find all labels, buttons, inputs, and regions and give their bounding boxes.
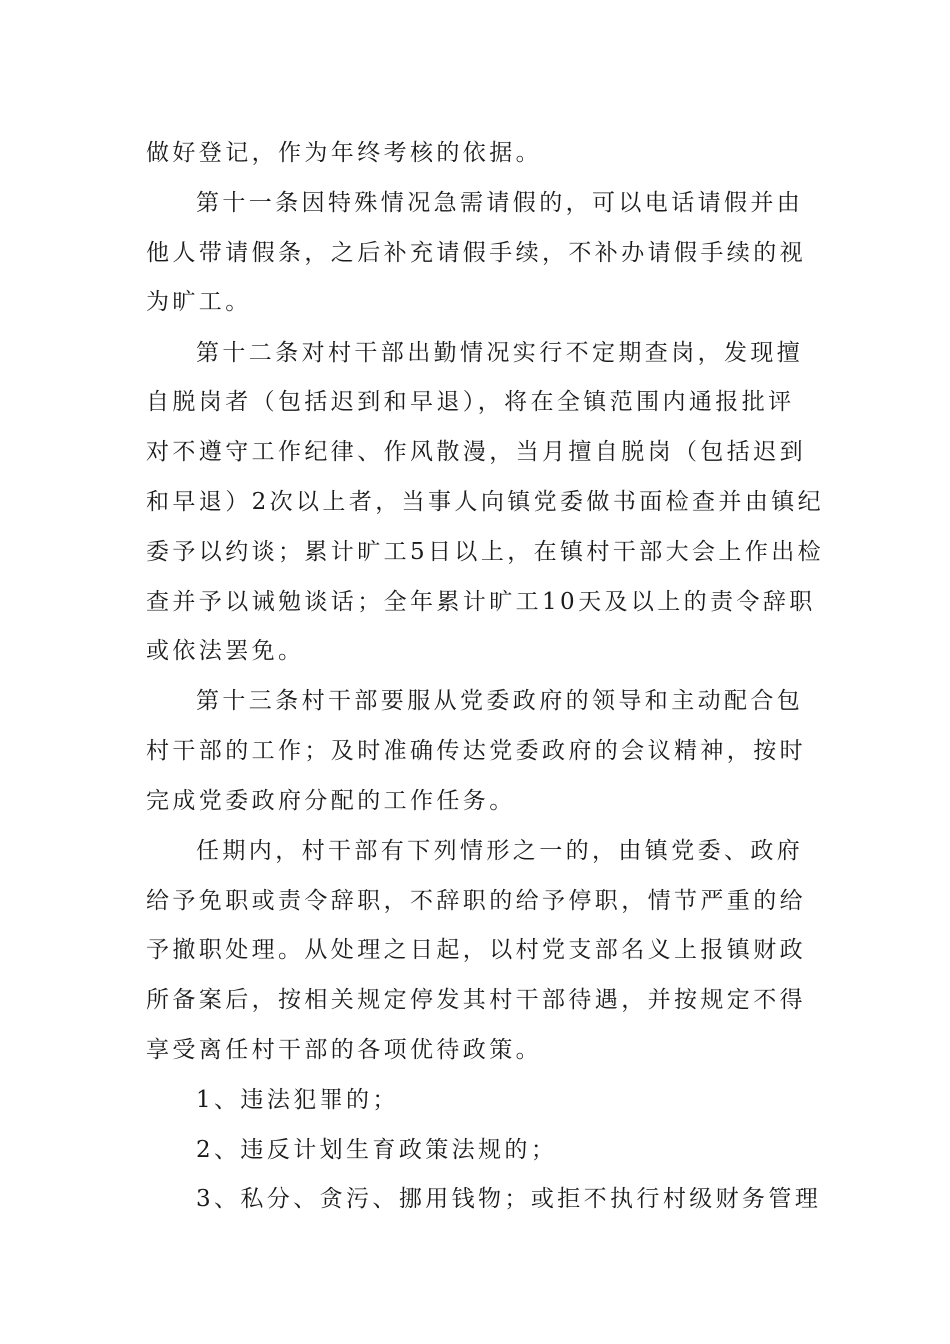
text-line: 给予免职或责令辞职，不辞职的给予停职，情节严重的给: [146, 888, 806, 914]
text-line: 或依法罢免。: [146, 638, 305, 664]
text-line: 和早退）2次以上者，当事人向镇党委做书面检查并由镇纪: [146, 489, 825, 515]
list-item: 3、私分、贪污、挪用钱物；或拒不执行村级财务管理: [196, 1186, 822, 1212]
text-line: 做好登记，作为年终考核的依据。: [146, 140, 542, 166]
text-line: 村干部的工作；及时准确传达党委政府的会议精神，按时: [146, 738, 806, 764]
list-item: 2、违反计划生育政策法规的；: [196, 1137, 558, 1163]
text-line: 第十二条对村干部出勤情况实行不定期查岗，发现擅: [196, 340, 804, 366]
text-line: 第十三条村干部要服从党委政府的领导和主动配合包: [196, 688, 804, 714]
text-line: 委予以约谈；累计旷工5日以上，在镇村干部大会上作出检: [146, 539, 825, 565]
text-line: 对不遵守工作纪律、作风散漫，当月擅自脱岗（包括迟到: [146, 439, 806, 465]
text-line: 享受离任村干部的各项优待政策。: [146, 1037, 542, 1063]
text-line: 自脱岗者（包括迟到和早退），将在全镇范围内通报批评: [146, 389, 795, 415]
list-item: 1、违法犯罪的；: [196, 1087, 399, 1113]
text-line: 予撤职处理。从处理之日起，以村党支部名义上报镇财政: [146, 937, 806, 963]
text-line: 任期内，村干部有下列情形之一的，由镇党委、政府: [196, 838, 804, 864]
text-line: 为旷工。: [146, 289, 252, 315]
text-line: 所备案后，按相关规定停发其村干部待遇，并按规定不得: [146, 987, 806, 1013]
text-line: 第十一条因特殊情况急需请假的，可以电话请假并由: [196, 190, 804, 216]
text-line: 完成党委政府分配的工作任务。: [146, 788, 516, 814]
text-line: 他人带请假条，之后补充请假手续，不补办请假手续的视: [146, 240, 806, 266]
text-line: 查并予以诫勉谈话；全年累计旷工10天及以上的责令辞职: [146, 589, 816, 615]
